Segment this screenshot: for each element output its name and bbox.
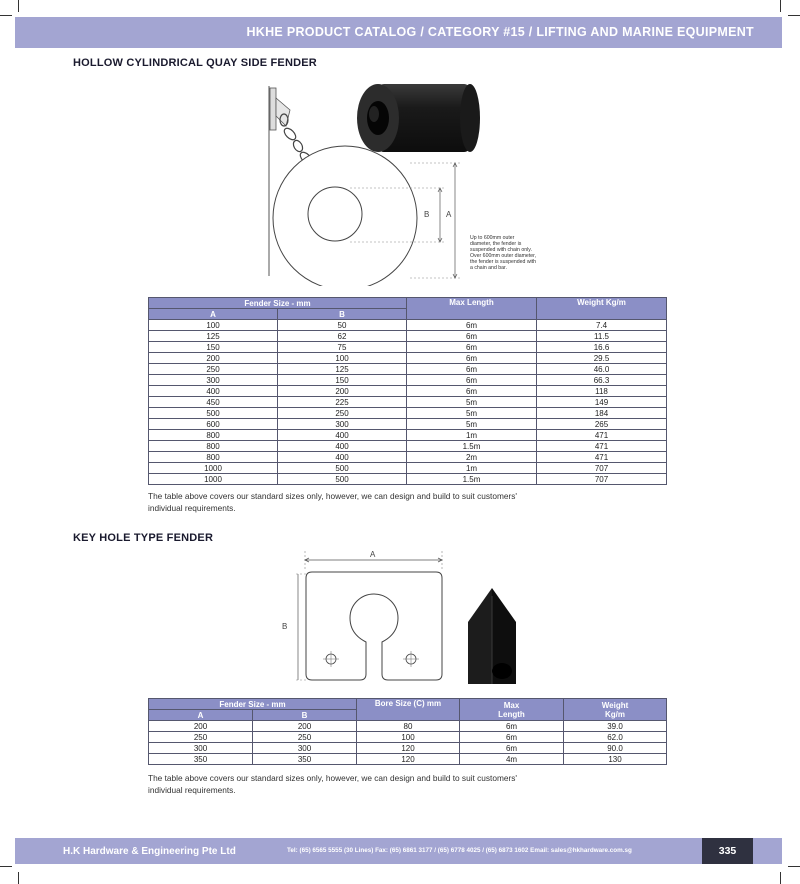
table-cell: 1m bbox=[407, 463, 537, 474]
table-header-b: B bbox=[278, 309, 407, 320]
table-cell: 250 bbox=[278, 408, 407, 419]
table-cell: 120 bbox=[357, 754, 460, 765]
crop-mark bbox=[788, 866, 800, 867]
table-row bbox=[149, 441, 667, 452]
table-cell: 90.0 bbox=[564, 743, 667, 754]
table-cell: 400 bbox=[149, 386, 278, 397]
table-cell: 184 bbox=[537, 408, 667, 419]
page-header bbox=[15, 17, 782, 48]
table-row bbox=[149, 419, 667, 430]
header-title: HKHE PRODUCT CATALOG / CATEGORY #15 / LIFTING AND MARINE EQUIPMENT bbox=[246, 25, 754, 39]
table-cell: 75 bbox=[278, 342, 407, 353]
table-cell: 250 bbox=[149, 364, 278, 375]
table-cell: 350 bbox=[149, 754, 253, 765]
table-cell: 125 bbox=[149, 331, 278, 342]
table-cell: 471 bbox=[537, 430, 667, 441]
diagram-caption-line: a chain and bar. bbox=[470, 265, 507, 271]
table-header-weight: Weight Kg/m bbox=[537, 298, 667, 320]
table-cell: 1000 bbox=[149, 463, 278, 474]
table-header-max-length: Max Length bbox=[407, 298, 537, 320]
table-cell: 11.5 bbox=[537, 331, 667, 342]
table-cell: 200 bbox=[149, 353, 278, 364]
table-header-max-length bbox=[460, 699, 564, 721]
diagram-caption-line: Up to 600mm outer bbox=[470, 235, 515, 241]
table-cell: 300 bbox=[149, 375, 278, 386]
header-line: Length bbox=[498, 709, 525, 719]
table-cell: 6m bbox=[407, 353, 537, 364]
table-cell: 118 bbox=[537, 386, 667, 397]
section-title-keyhole-fender: KEY HOLE TYPE FENDER bbox=[73, 532, 214, 544]
table-row bbox=[149, 408, 667, 419]
crop-mark bbox=[0, 866, 12, 867]
table-cell: 250 bbox=[253, 732, 357, 743]
footer-contact-info: Tel: (65) 6565 5555 (30 Lines) Fax: (65) 6861 3177 / (65) 6778 4025 / (65) 6873 1602 Email: sales@hkhardware.com.sg bbox=[287, 847, 632, 854]
table-group-header: Fender Size - mm bbox=[149, 298, 407, 309]
table-cell: 1m bbox=[407, 430, 537, 441]
table-cell: 1000 bbox=[149, 474, 278, 485]
table-cell: 16.6 bbox=[537, 342, 667, 353]
table-row bbox=[149, 463, 667, 474]
table-cell: 200 bbox=[278, 386, 407, 397]
table-cell: 800 bbox=[149, 441, 278, 452]
table-row bbox=[149, 342, 667, 353]
table-note-line: The table above covers our standard sizes only, however, we can design and build to suit customers' bbox=[148, 773, 518, 783]
table-cell: 1.5m bbox=[407, 441, 537, 452]
crop-mark bbox=[788, 15, 800, 16]
table-note bbox=[148, 491, 628, 514]
table-cell: 1.5m bbox=[407, 474, 537, 485]
table-row bbox=[149, 331, 667, 342]
table-header-bore-size: Bore Size (C) mm bbox=[357, 699, 460, 721]
table-group-header: Fender Size - mm bbox=[149, 699, 357, 710]
table-cell: 800 bbox=[149, 452, 278, 463]
table-cell: 62 bbox=[278, 331, 407, 342]
table-note-line: The table above covers our standard sizes only, however, we can design and build to suit customers' bbox=[148, 491, 518, 501]
crop-mark bbox=[0, 15, 12, 16]
keyhole-fender-photo bbox=[468, 588, 516, 684]
table-note-line: individual requirements. bbox=[148, 784, 236, 795]
table-row bbox=[149, 397, 667, 408]
table-row bbox=[149, 375, 667, 386]
table-note-line: individual requirements. bbox=[148, 502, 236, 513]
table-row bbox=[149, 430, 667, 441]
table-cell: 450 bbox=[149, 397, 278, 408]
table-cell: 400 bbox=[278, 441, 407, 452]
page-footer bbox=[15, 838, 782, 864]
dimension-label-b: B bbox=[424, 210, 430, 219]
table-cell: 29.5 bbox=[537, 353, 667, 364]
header-line: Max bbox=[503, 700, 520, 710]
table-row bbox=[149, 743, 667, 754]
table-row bbox=[149, 721, 667, 732]
table-header-b: B bbox=[253, 710, 357, 721]
table-row bbox=[149, 452, 667, 463]
table-cell: 300 bbox=[149, 743, 253, 754]
table-cell: 250 bbox=[149, 732, 253, 743]
table-cell: 6m bbox=[460, 721, 564, 732]
table-cell: 5m bbox=[407, 397, 537, 408]
table-cell: 7.4 bbox=[537, 320, 667, 331]
table-cell: 62.0 bbox=[564, 732, 667, 743]
table-cell: 6m bbox=[407, 364, 537, 375]
table-cell: 66.3 bbox=[537, 375, 667, 386]
table-cell: 800 bbox=[149, 430, 278, 441]
table-cell: 6m bbox=[460, 732, 564, 743]
table-cell: 500 bbox=[149, 408, 278, 419]
table-cell: 6m bbox=[407, 320, 537, 331]
page-number: 335 bbox=[702, 838, 753, 864]
table-cell: 300 bbox=[253, 743, 357, 754]
crop-mark bbox=[18, 0, 19, 12]
keyhole-fender-diagram bbox=[278, 546, 558, 691]
table-cell: 100 bbox=[149, 320, 278, 331]
table-cell: 500 bbox=[278, 474, 407, 485]
crop-mark bbox=[18, 872, 19, 884]
table-cell: 6m bbox=[407, 331, 537, 342]
table-cell: 4m bbox=[460, 754, 564, 765]
table-cell: 80 bbox=[357, 721, 460, 732]
table-cell: 225 bbox=[278, 397, 407, 408]
table-cell: 120 bbox=[357, 743, 460, 754]
table-header-a: A bbox=[149, 309, 278, 320]
table-cell: 707 bbox=[537, 463, 667, 474]
table-cell: 200 bbox=[253, 721, 357, 732]
diagram-caption-line: Over 600mm outer diameter, bbox=[470, 253, 537, 259]
footer-company-name: H.K Hardware & Engineering Pte Ltd bbox=[63, 846, 236, 857]
table-cell: 50 bbox=[278, 320, 407, 331]
table-cell: 125 bbox=[278, 364, 407, 375]
table-row bbox=[149, 364, 667, 375]
header-line: Weight bbox=[601, 700, 629, 710]
table-row bbox=[149, 474, 667, 485]
table-cell: 149 bbox=[537, 397, 667, 408]
diagram-caption-line: diameter, the fender is bbox=[470, 241, 522, 247]
dimension-label-a: A bbox=[370, 550, 376, 559]
table-cell: 5m bbox=[407, 408, 537, 419]
table-cell: 350 bbox=[253, 754, 357, 765]
crop-mark bbox=[780, 0, 781, 12]
table-cell: 100 bbox=[357, 732, 460, 743]
dimension-label-b: B bbox=[282, 622, 288, 631]
table-header-weight bbox=[564, 699, 667, 721]
hollow-fender-photo bbox=[357, 84, 480, 152]
table-cell: 2m bbox=[407, 452, 537, 463]
table-cell: 100 bbox=[278, 353, 407, 364]
table-cell: 300 bbox=[278, 419, 407, 430]
table-cell: 400 bbox=[278, 452, 407, 463]
table-note bbox=[148, 773, 628, 796]
crop-mark bbox=[780, 872, 781, 884]
table-cell: 6m bbox=[407, 375, 537, 386]
table-row bbox=[149, 386, 667, 397]
hollow-fender-table bbox=[148, 297, 667, 485]
table-cell: 500 bbox=[278, 463, 407, 474]
table-cell: 265 bbox=[537, 419, 667, 430]
diagram-caption-line: suspended with chain only. bbox=[470, 247, 532, 253]
diagram-caption-line: the fender is suspended with bbox=[470, 259, 537, 265]
table-row bbox=[149, 320, 667, 331]
table-header-a: A bbox=[149, 710, 253, 721]
table-cell: 6m bbox=[460, 743, 564, 754]
section-title-hollow-fender: HOLLOW CYLINDRICAL QUAY SIDE FENDER bbox=[73, 57, 317, 69]
dimension-label-a: A bbox=[446, 210, 452, 219]
table-cell: 150 bbox=[278, 375, 407, 386]
table-cell: 46.0 bbox=[537, 364, 667, 375]
hollow-fender-diagram bbox=[260, 76, 580, 286]
table-row bbox=[149, 732, 667, 743]
table-cell: 39.0 bbox=[564, 721, 667, 732]
table-cell: 5m bbox=[407, 419, 537, 430]
table-cell: 400 bbox=[278, 430, 407, 441]
header-line: Kg/m bbox=[605, 709, 625, 719]
table-cell: 471 bbox=[537, 441, 667, 452]
table-cell: 6m bbox=[407, 386, 537, 397]
table-cell: 130 bbox=[564, 754, 667, 765]
table-row bbox=[149, 754, 667, 765]
table-cell: 600 bbox=[149, 419, 278, 430]
table-cell: 471 bbox=[537, 452, 667, 463]
table-cell: 6m bbox=[407, 342, 537, 353]
table-cell: 150 bbox=[149, 342, 278, 353]
table-row bbox=[149, 353, 667, 364]
keyhole-fender-table bbox=[148, 698, 667, 765]
table-cell: 707 bbox=[537, 474, 667, 485]
table-cell: 200 bbox=[149, 721, 253, 732]
